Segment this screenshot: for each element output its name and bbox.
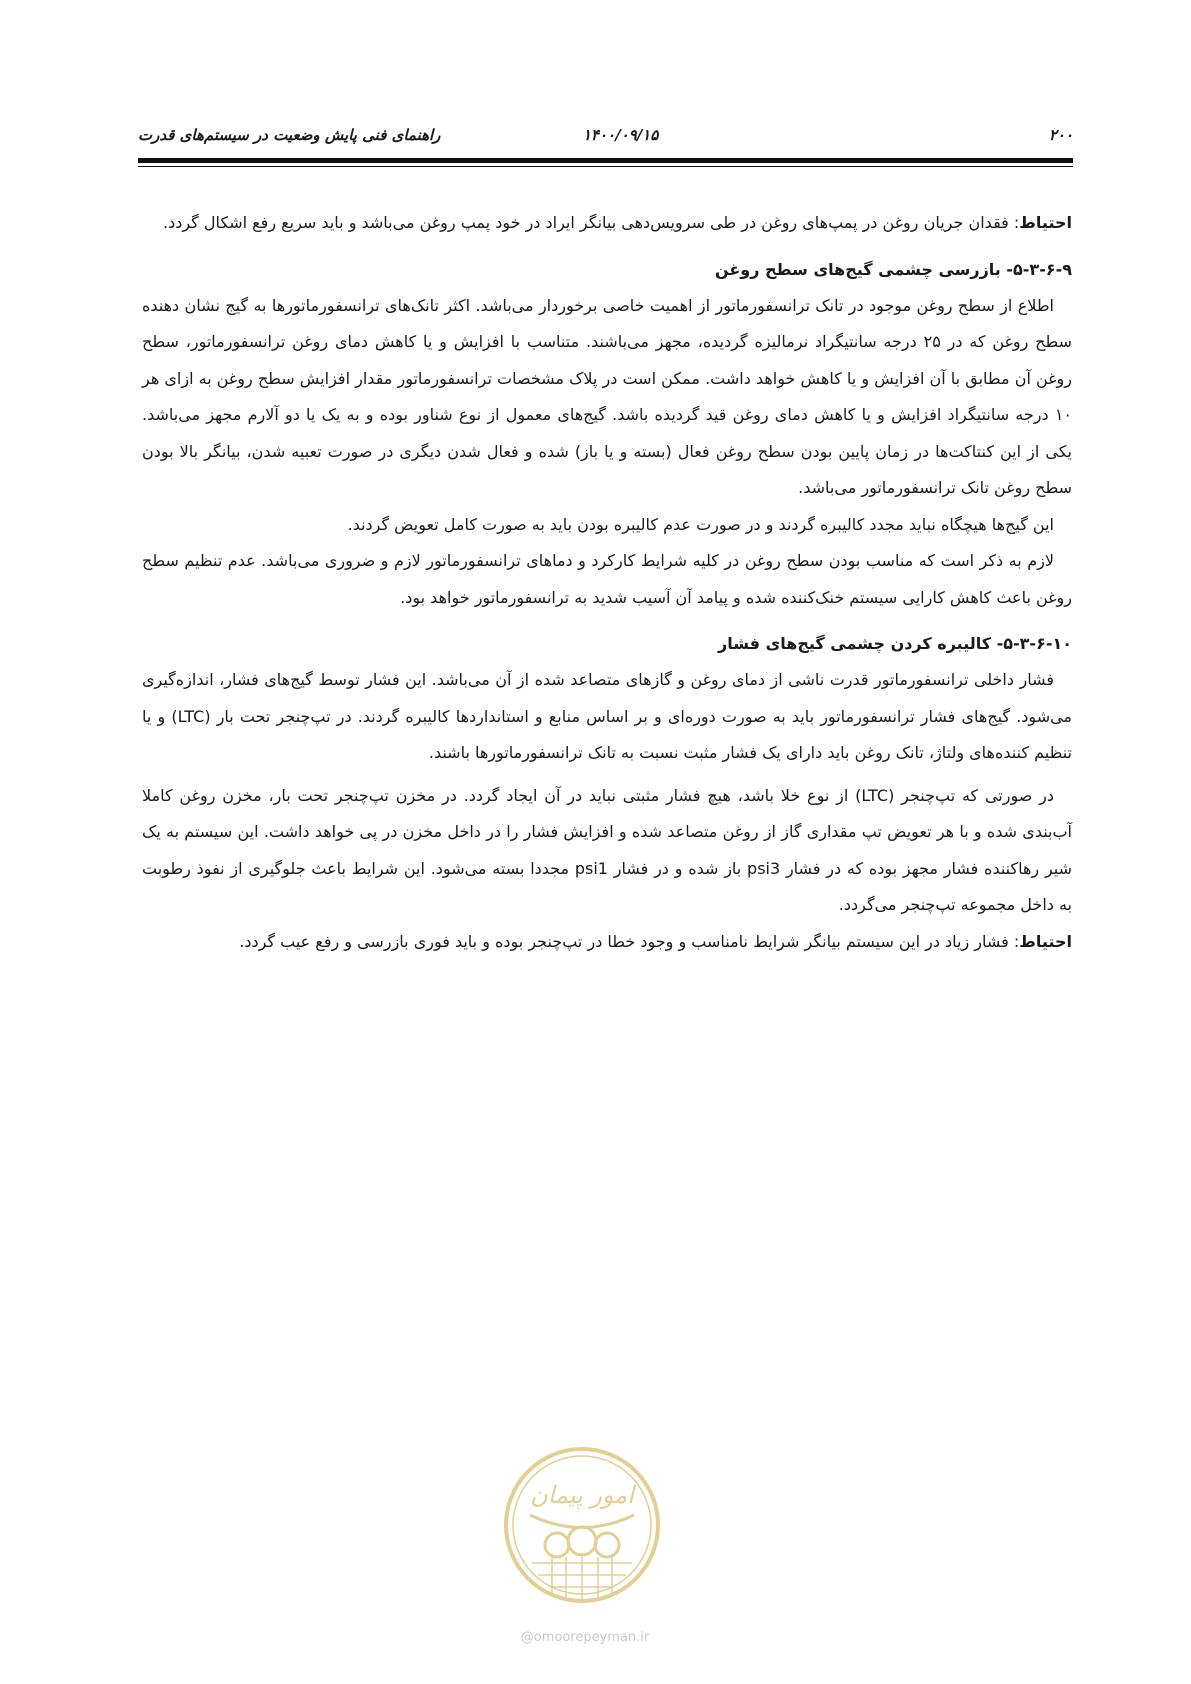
- body-paragraph: در صورتی که تپ‌چنجر (LTC) از نوع خلا باشد، هیچ فشار مثبتی نباید در آن ایجاد گردد. در مخزن تپ‌چنجر تحت بار، مخزن روغن کاملا آب‌بندی شده و با هر تعویض تپ مقداری گاز از روغن متصاعد شده و افزایش فشار را در داخل مخزن در پی خواهد داشت. این سیستم به یک شیر رهاکننده فشار مجهز بوده که در فشار psi3 باز شده و در فشار psi1 مجددا بسته می‌شود. این شرایط باعث جلوگیری از نفوذ رطوبت به داخل مجموعه تپ‌چنجر می‌گردد.: [142, 785, 1072, 914]
- header-rule-thick: [138, 158, 1073, 163]
- body-paragraph: لازم به ذکر است که مناسب بودن سطح روغن در کلیه شرایط کارکرد و دماهای ترانسفورماتور لازم و ضروری می‌باشد. عدم تنظیم سطح روغن باعث کاهش کارایی سیستم خنک‌کننده شده و پیامد آن آسیب شدید به ترانسفورماتور خواهد بود.: [142, 551, 1072, 607]
- header-date: ۱۴۰۰/۰۹/۱۵: [582, 126, 659, 144]
- page-header: [138, 122, 1073, 148]
- watermark-seal-logo: [502, 1445, 662, 1605]
- seal-logo-text: امور پیمان: [530, 1481, 634, 1509]
- watermark-url: @omoorepeyman.ir: [520, 1630, 650, 1645]
- section-heading: ۵-۳-۶-۹- بازرسی چشمی گیج‌های سطح روغن: [714, 259, 1072, 279]
- section-heading: ۵-۳-۶-۱۰- کالیبره کردن چشمی گیج‌های فشار: [718, 634, 1072, 653]
- body-paragraph: اطلاع از سطح روغن موجود در تانک ترانسفورماتور از اهمیت خاصی برخوردار می‌باشد. اکثر تانک‌های ترانسفورماتورها به گیج نشان دهنده سطح روغن که در ۲۵ درجه سانتیگراد نرمالیزه گردیده، مجهز می‌باشند. متناسب با افزایش و یا کاهش دمای روغن ترانسفورماتور، سطح روغن آن مطابق با آن افزایش و یا کاهش خواهد داشت. ممکن است در پلاک مشخصات ترانسفورماتور مقدار افزایش سطح روغن به ازای هر ۱۰ درجه سانتیگراد افزایش و یا کاهش دمای روغن قید گردیده باشد. گیج‌های معمول از نوع شناور بوده و به یک یا دو آلارم مجهز می‌باشد. یکی از این کنتاکت‌ها در زمان پایین بودن سطح روغن فعال (بسته و یا باز) شده و فعال شدن دیگری در صورت تعبیه شدن، بیانگر بالا بودن سطح روغن تانک ترانسفورماتور می‌باشد.: [142, 295, 1073, 497]
- header-title: راهنمای فنی پایش وضعیت در سیستم‌های قدرت: [138, 126, 441, 144]
- body-paragraph: این گیج‌ها هیچگاه نباید مجدد کالیبره گردند و در صورت عدم کالیبره بودن باید به صورت کامل تعویض گردند.: [347, 514, 1054, 534]
- body-paragraph: فشار داخلی ترانسفورماتور قدرت ناشی از دمای روغن و گازهای متصاعد شده از آن می‌باشد. این فشار توسط گیج‌های فشار، اندازه‌گیری می‌شود. گیج‌های فشار ترانسفورماتور باید به صورت دوره‌ای و بر اساس منابع و استانداردها کالیبره گردند. در تپ‌چنجر تحت بار (LTC) و یا تنظیم کننده‌های ولتاژ، تانک روغن باید دارای یک فشار مثبت نسبت به تانک ترانسفورماتورها باشند.: [142, 670, 1073, 762]
- caution-label: احتیاط: [1019, 213, 1072, 232]
- caution-paragraph: احتیاط: فقدان جریان روغن در پمپ‌های روغن در طی سرویس‌دهی بیانگر ایراد در خود پمپ روغن می‌باشد و باید سریع رفع اشکال گردد.: [163, 213, 1072, 232]
- caution-paragraph: احتیاط: فشار زیاد در این سیستم بیانگر شرایط نامناسب و وجود خطا در تپ‌چنجر بوده و باید فوری بازرسی و رفع عیب گردد.: [239, 931, 1072, 951]
- header-rule-thin: [138, 166, 1073, 167]
- page-number: ۲۰۰: [1048, 126, 1073, 144]
- caution-label: احتیاط: [1019, 931, 1072, 951]
- page-content: [142, 205, 1072, 960]
